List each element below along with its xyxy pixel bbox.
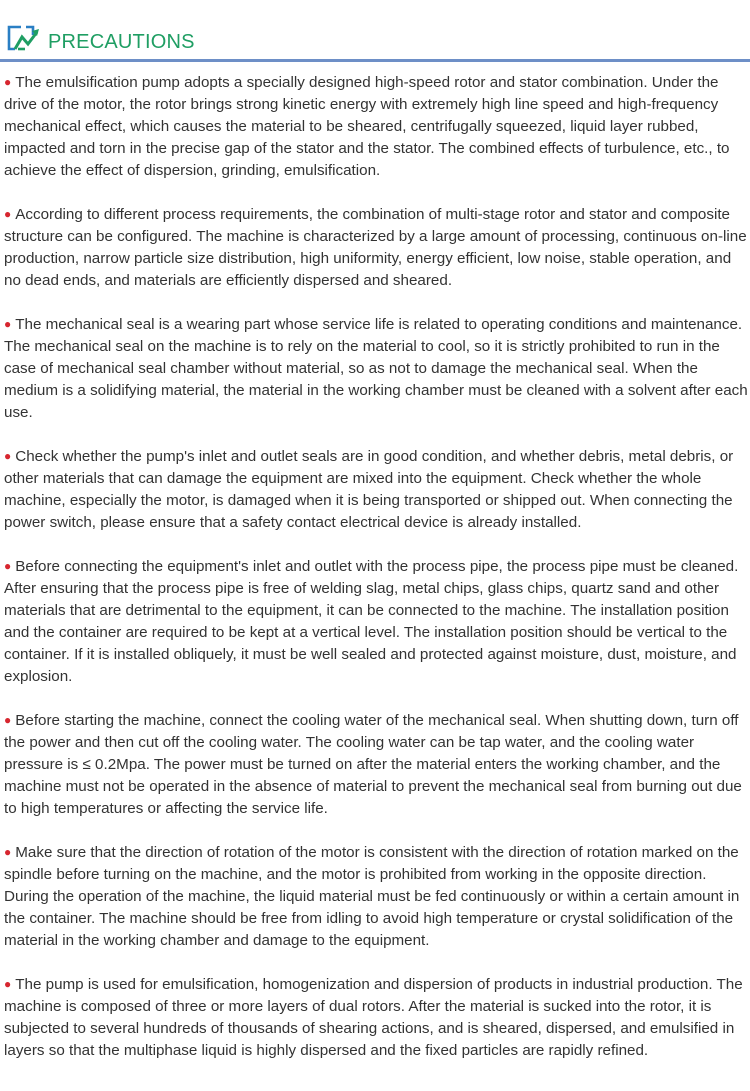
- list-item: [4, 974, 748, 1062]
- paragraph-text: The mechanical seal is a wearing part whose service life is related to operating conditions and maintenance. The mechanical seal on the machine is to rely on the material to cool, so it is strictly prohibited to run in the case of mechanical seal chamber without material, so as not to damage the mechanical seal. When the medium is a solidifying material, the material in the working chamber must be cleaned with a solvent after each use.: [4, 316, 748, 421]
- bullet-icon: ●: [4, 317, 12, 331]
- precautions-list: [4, 72, 748, 1084]
- bullet-icon: ●: [4, 449, 12, 463]
- list-item: [4, 842, 748, 952]
- paragraph-text: Before connecting the equipment's inlet and outlet with the process pipe, the process pipe must be cleaned. After ensuring that the process pipe is free of welding slag, metal chips, glass chips, quartz sand and other materials that are detrimental to the equipment, it can be connected to the machine. The installation position and the container are required to be kept at a vertical level. The installation position should be vertical to the container. If it is installed obliquely, it must be well sealed and protected against moisture, dust, moisture, and explosion.: [4, 558, 739, 685]
- bullet-icon: ●: [4, 75, 12, 89]
- list-item: [4, 710, 748, 820]
- bullet-icon: ●: [4, 977, 12, 991]
- list-item: [4, 204, 748, 292]
- paragraph-text: The pump is used for emulsification, homogenization and dispersion of products in industrial production. The machine is composed of three or more layers of dual rotors. After the material is sucked into the rotor, it is subjected to several hundreds of thousands of shearing actions, and is sheared, dispersed, and emulsified in layers so that the multiphase liquid is highly dispersed and the fixed particles are rapidly refined.: [4, 976, 743, 1059]
- paragraph-text: According to different process requirements, the combination of multi-stage rotor and stator and composite structure can be configured. The machine is characterized by a large amount of processing, continuous on-line production, narrow particle size distribution, high uniformity, energy efficient, low noise, stable operation, and no dead ends, and materials are efficiently dispersed and sheared.: [4, 206, 747, 289]
- paragraph-text: The emulsification pump adopts a specially designed high-speed rotor and stator combination. Under the drive of the motor, the rotor brings strong kinetic energy with extremely high line speed and high-frequency mechanical effect, which causes the material to be sheared, centrifugally squeezed, liquid layer rubbed, impacted and torn in the precise gap of the stator and the stator. The combined effects of turbulence, etc., to achieve the effect of dispersion, grinding, emulsification.: [4, 74, 730, 179]
- page-title: PRECAUTIONS: [48, 31, 195, 53]
- list-item: [4, 556, 748, 688]
- list-item: [4, 72, 748, 182]
- list-item: [4, 314, 748, 424]
- bullet-icon: ●: [4, 559, 12, 573]
- bullet-icon: ●: [4, 207, 12, 221]
- paragraph-text: Make sure that the direction of rotation of the motor is consistent with the direction of rotation marked on the spindle before turning on the machine, and the motor is prohibited from working in the opposite direction. During the operation of the machine, the liquid material must be fed continuously or within a certain amount in the container. The machine should be free from idling to avoid high temperature or crystal solidification of the material in the working chamber and damage to the equipment.: [4, 844, 740, 949]
- list-item: [4, 446, 748, 534]
- paragraph-text: Before starting the machine, connect the cooling water of the mechanical seal. When shutting down, turn off the power and then cut off the cooling water. The cooling water can be tap water, and the cooling water pressure is ≤ 0.2Mpa. The power must be turned on after the material enters the working chamber, and the machine must not be operated in the absence of material to prevent the mechanical seal from burning out due to high temperatures or affecting the service life.: [4, 712, 742, 817]
- paragraph-text: Check whether the pump's inlet and outlet seals are in good condition, and whether debris, metal debris, or other materials that can damage the equipment are mixed into the equipment. Check whether the whole machine, especially the motor, is damaged when it is being transported or shipped out. When connecting the power switch, please ensure that a safety contact electrical device is already installed.: [4, 448, 734, 531]
- precautions-logo-icon: [6, 24, 42, 54]
- bullet-icon: ●: [4, 713, 12, 727]
- section-header: [0, 0, 750, 62]
- bullet-icon: ●: [4, 845, 12, 859]
